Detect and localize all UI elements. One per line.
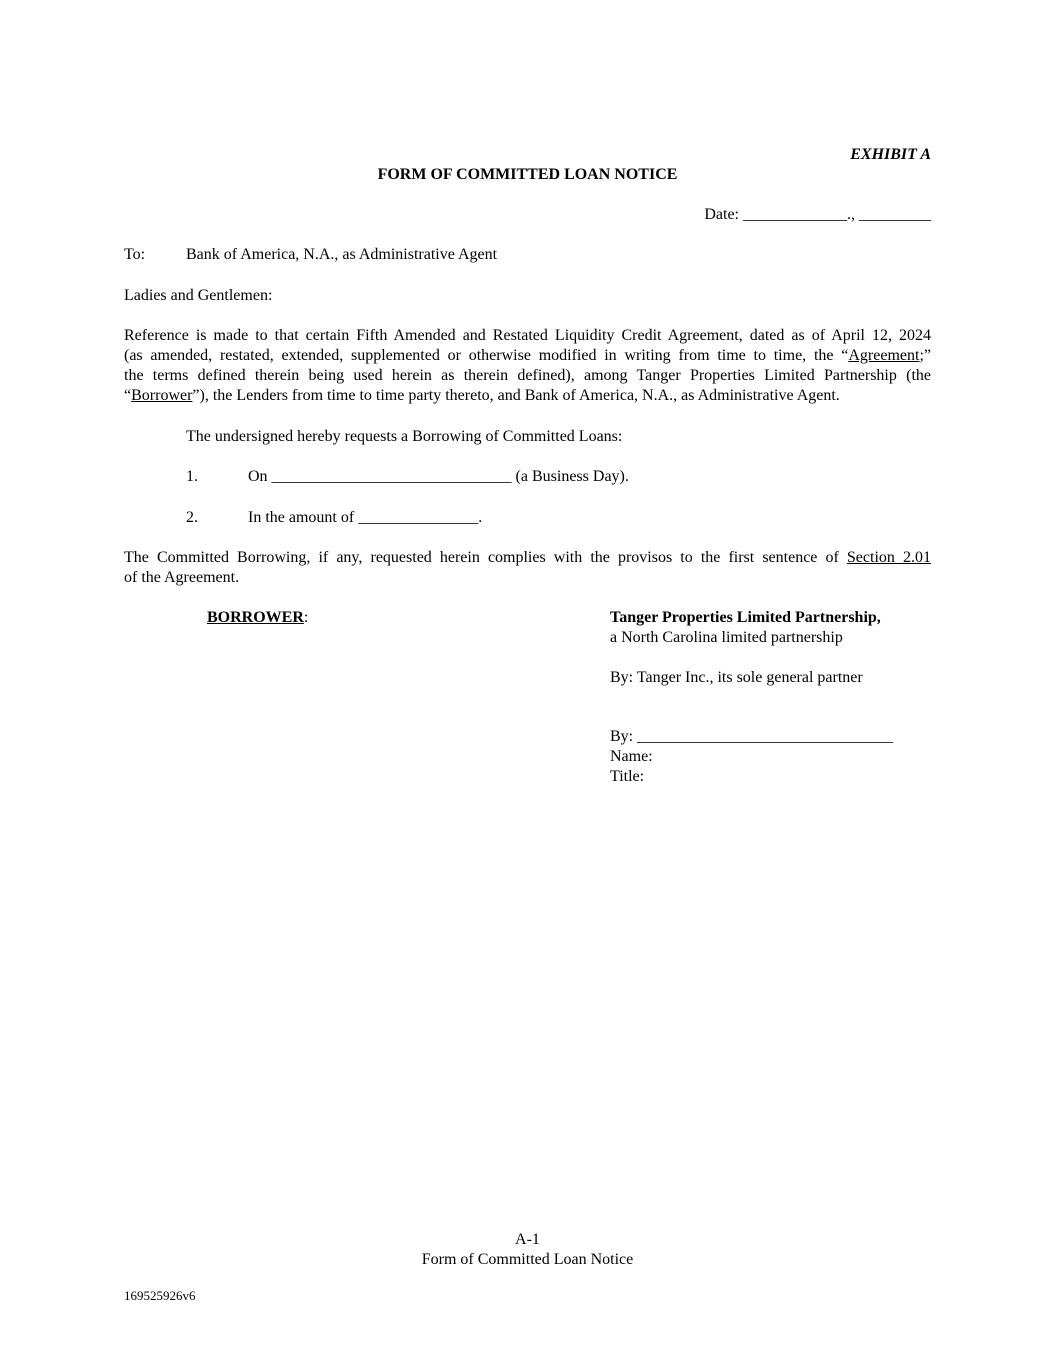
- date-line: Date: _____________., _________: [704, 206, 931, 223]
- compliance-paragraph-line-2: of the Agreement.: [124, 569, 240, 586]
- signature-line: By: ________________________________: [610, 728, 894, 745]
- to-label: To:: [124, 246, 146, 263]
- reference-paragraph-line-1: Reference is made to that certain Fifth Amended and Restated Liquidity Credit Agreement, dated as of April 12, 2024: [124, 327, 931, 344]
- salutation: Ladies and Gentlemen:: [124, 287, 273, 304]
- compliance-text: The Committed Borrowing, if any, requested herein complies with the provisos to the first sentence of: [124, 549, 847, 566]
- item-number: 2.: [186, 509, 198, 526]
- general-partner-line: By: Tanger Inc., its sole general partner: [610, 669, 863, 686]
- borrower-label-colon: :: [303, 609, 309, 626]
- request-intro: The undersigned hereby requests a Borrowing of Committed Loans:: [186, 428, 623, 445]
- section-reference: Section 2.01: [846, 549, 931, 566]
- name-label: Name:: [610, 748, 653, 765]
- entity-name: Tanger Properties Limited Partnership,: [610, 609, 881, 626]
- to-value: Bank of America, N.A., as Administrative Agent: [186, 246, 498, 263]
- exhibit-label: EXHIBIT A: [850, 146, 931, 163]
- document-id: 169525926v6: [124, 1288, 196, 1303]
- defined-term-agreement: Agreement: [848, 347, 920, 364]
- reference-text: ”), the Lenders from time to time party thereto, and Bank of America, N.A., as Administrative Agent.: [192, 387, 840, 404]
- title-label: Title:: [610, 768, 645, 785]
- borrower-label-text: BORROWER: [207, 609, 304, 626]
- item-text: In the amount of _______________.: [248, 509, 483, 526]
- compliance-paragraph-line-1: [124, 548, 931, 568]
- reference-paragraph-line-3: the terms defined therein being used herein as therein defined), among Tanger Properties Limited Partnership (the: [124, 367, 931, 384]
- reference-text: “: [124, 387, 132, 404]
- reference-paragraph-line-4: [124, 386, 931, 406]
- item-text: On ______________________________ (a Business Day).: [248, 468, 629, 485]
- reference-paragraph-line-2: [124, 346, 931, 366]
- reference-text: ;”: [919, 347, 931, 364]
- document-title: FORM OF COMMITTED LOAN NOTICE: [377, 166, 678, 183]
- footer-title: Form of Committed Loan Notice: [421, 1251, 634, 1268]
- reference-text: (as amended, restated, extended, supplemented or otherwise modified in writing from time to time, the “: [124, 347, 849, 364]
- page-number: A-1: [515, 1231, 540, 1248]
- entity-type: a North Carolina limited partnership: [610, 629, 843, 646]
- defined-term-borrower: Borrower: [131, 387, 193, 404]
- borrower-label: [207, 608, 308, 628]
- item-number: 1.: [186, 468, 198, 485]
